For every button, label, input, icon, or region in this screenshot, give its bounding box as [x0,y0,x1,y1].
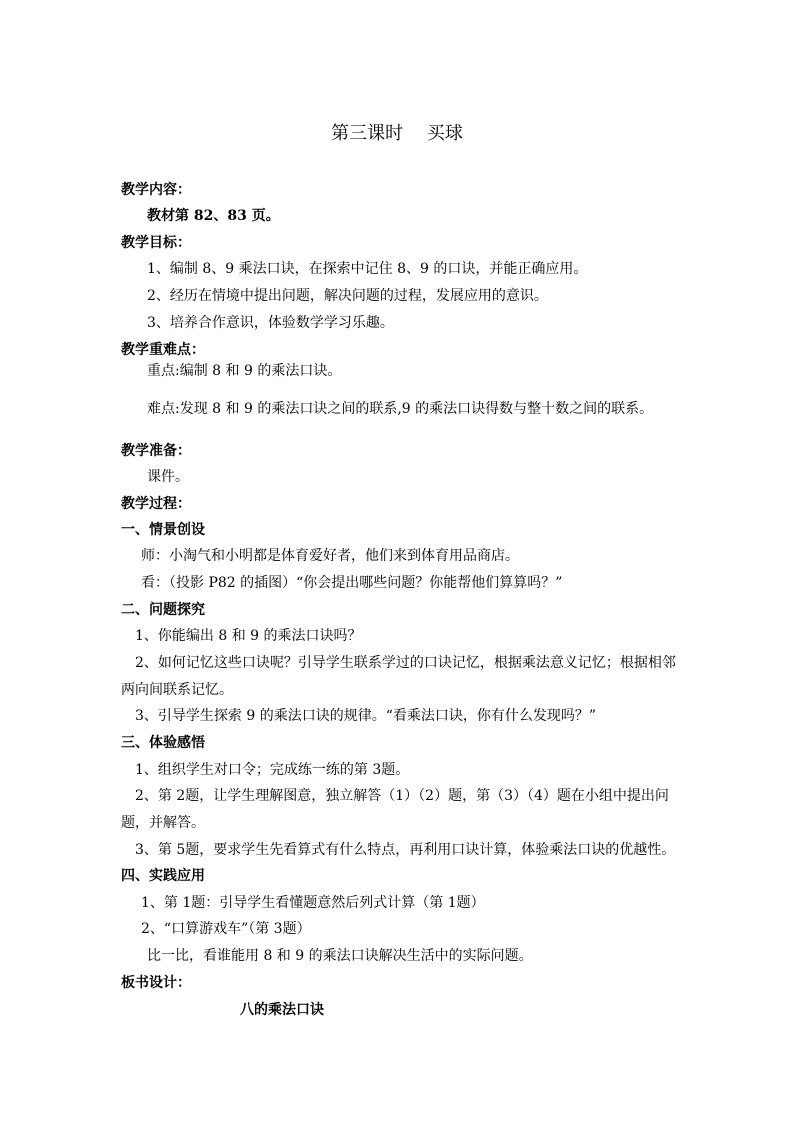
process-line: 师：小淘气和小明都是体育爱好者，他们来到体育用品商店。 [141,548,519,564]
goal-item-2: 2、经历在情境中提出问题，解决问题的过程，发展应用的意识。 [147,288,548,304]
difficult-point: 难点:发现 8 和 9 的乘法口诀之间的联系,9 的乘法口诀得数与整十数之间的联系。 [147,401,654,417]
text-textbook-pages: 教材第 82、83 页。 [147,208,280,224]
process-line: 2、“口算游戏车”（第 3题） [141,921,311,937]
process-line: 1、你能编出 8 和 9 的乘法口诀吗？ [135,628,362,644]
page-title: 第三课时 买球 [331,123,463,144]
heading-key-points: 教学重难点： [121,342,205,358]
heading-teaching-process: 教学过程： [121,496,191,512]
key-point: 重点:编制 8 和 9 的乘法口诀。 [147,363,342,379]
process-line: 比一比，看谁能用 8 和 9 的乘法口诀解决生活中的实际问题。 [147,948,533,964]
heading-preparation: 教学准备： [121,443,191,459]
section-heading-2: 二、问题探究 [121,602,205,618]
heading-teaching-content: 教学内容： [121,182,191,198]
process-line: 3、引导学生探索 9 的乘法口诀的规律。“看乘法口诀，你有什么发现吗？” [135,708,597,724]
process-line: 2、如何记忆这些口诀呢？引导学生联系学过的口诀记忆，根据乘法意义记忆；根据相邻 [135,655,676,671]
section-heading-3: 三、体验感悟 [121,735,205,751]
process-line: 1、组织学生对口令；完成练一练的第 3题。 [135,762,410,778]
goal-item-3: 3、培养合作意识，体验数学学习乐趣。 [147,315,394,331]
heading-board-design: 板书设计： [121,975,191,991]
heading-teaching-goals: 教学目标： [121,235,191,251]
process-line: 题，并解答。 [121,815,205,831]
preparation-text: 课件。 [147,469,189,485]
section-heading-4: 四、实践应用 [121,868,205,884]
board-title: 八的乘法口诀 [240,1002,324,1018]
goal-item-1: 1、编制 8、9 乘法口诀，在探索中记住 8、9 的口诀，并能正确应用。 [147,261,588,277]
process-line: 3、第 5题，要求学生先看算式有什么特点，再利用口诀计算，体验乘法口诀的优越性。 [135,842,676,858]
process-line: 2、第 2题，让学生理解图意，独立解答（1）（2）题，第（3）（4）题在小组中提出问 [135,788,669,804]
process-line: 两向间联系记忆。 [121,682,233,698]
process-line: 1、第 1题：引导学生看懂题意然后列式计算（第 1题） [141,895,485,911]
section-heading-1: 一、情景创设 [121,522,205,538]
process-line: 看：（投影 P82 的插图）“你会提出哪些问题？你能帮他们算算吗？” [141,575,563,591]
